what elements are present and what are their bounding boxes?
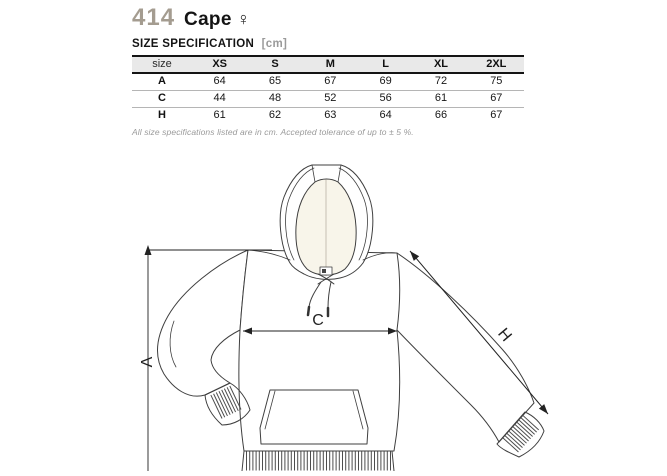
cell-c-l: 56 (379, 92, 392, 105)
unit-label: [cm] (261, 38, 288, 50)
cell-c-2xl: 67 (490, 92, 503, 105)
cell-a-xl: 72 (434, 75, 448, 88)
cell-a-xs: 64 (213, 75, 226, 88)
cell-h-xs: 61 (213, 109, 226, 122)
cell-h-xl: 66 (434, 109, 448, 122)
column-header-xl: XL (433, 58, 448, 70)
cell-c-xl: 61 (434, 92, 448, 105)
size-table (132, 55, 524, 124)
section-heading (132, 38, 287, 50)
row-label-c: C (158, 92, 166, 105)
cell-c-xs: 44 (213, 92, 226, 105)
cell-a-m: 67 (324, 75, 337, 88)
measurement-label-h: H (494, 325, 515, 345)
row-label-a: A (158, 75, 166, 88)
cell-a-s: 65 (268, 75, 282, 88)
cell-h-m: 63 (324, 109, 337, 122)
cell-c-s: 48 (268, 92, 282, 105)
cell-a-2xl: 75 (490, 75, 503, 88)
column-header-s: S (271, 58, 279, 70)
measurement-label-a: A (139, 356, 156, 368)
product-code: 414 (132, 4, 176, 31)
column-header-xs: XS (212, 58, 227, 70)
kangaroo-pocket (260, 390, 368, 444)
table-row (132, 90, 524, 107)
garment-diagram (138, 157, 568, 471)
table-header-row (132, 56, 524, 73)
cell-h-2xl: 67 (490, 109, 503, 122)
right-sleeve (397, 253, 534, 442)
female-gender-icon: ♀ (236, 9, 251, 29)
cell-h-l: 64 (379, 109, 392, 122)
cell-c-m: 52 (324, 92, 337, 105)
size-specification-label: SIZE SPECIFICATION (132, 38, 255, 50)
table-row (132, 73, 524, 90)
hoodie-sketch (138, 157, 568, 471)
hem-band (242, 451, 394, 471)
column-header-2xl: 2XL (486, 58, 507, 70)
column-header-m: M (325, 58, 335, 70)
measurement-label-c: C (312, 312, 324, 329)
column-header-size: size (152, 58, 172, 70)
cell-h-s: 62 (268, 109, 282, 122)
cell-a-l: 69 (379, 75, 392, 88)
page-title (132, 4, 250, 32)
tolerance-footnote: All size specifications listed are in cm. Accepted tolerance of up to ± 5 %. (132, 127, 414, 137)
left-sleeve (158, 250, 248, 396)
table-row (132, 107, 524, 124)
row-label-h: H (158, 109, 166, 122)
product-name: Cape (184, 9, 232, 30)
column-header-l: L (382, 58, 390, 70)
